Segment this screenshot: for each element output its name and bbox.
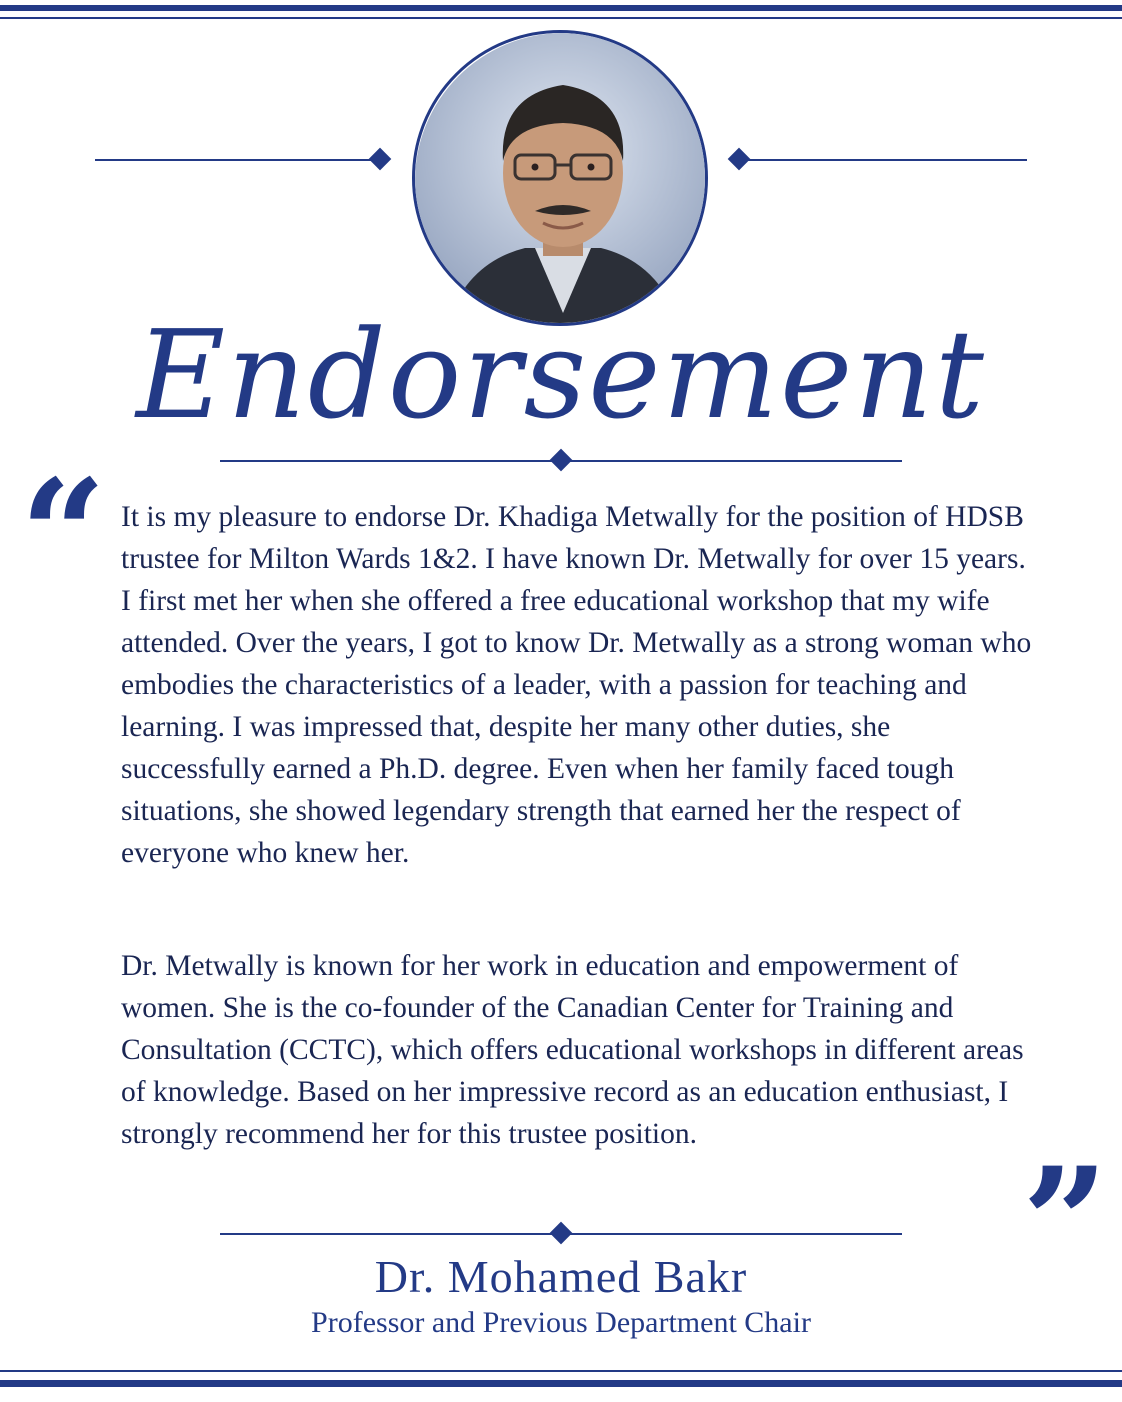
header-rule-left — [95, 159, 380, 161]
close-quote-icon: ” — [1022, 1135, 1109, 1311]
header-diamond-left — [369, 148, 392, 171]
signature-diamond — [550, 1222, 573, 1245]
bottom-border-thin — [0, 1370, 1122, 1372]
top-border-thick — [0, 5, 1122, 11]
header-rule-right — [742, 159, 1027, 161]
endorsement-paragraph-1: It is my pleasure to endorse Dr. Khadiga Metwally for the position of HDSB trustee for Milton Wards 1&2. I have known Dr. Metwally for over 15 years. I first met her when she offered a free educational workshop that my wife attended. Over the years, I got to know Dr. Metwally as a strong woman who embodies the characteristics of a leader, with a passion for teaching and learning. I was impressed that, despite her many other duties, she successfully earned a Ph.D. degree. Even when her family faced tough situations, she showed legendary strength that earned her the respect of everyone who knew her. — [121, 501, 1032, 869]
title-diamond — [550, 449, 573, 472]
endorsement-paragraph-2: Dr. Metwally is known for her work in education and empowerment of women. She is the co-founder of the Canadian Center for Training and Consultation (CCTC), which offers educational workshops in different areas of knowledge. Based on her impressive record as an education enthusiast, I strongly recommend her for this trustee position. — [121, 950, 1024, 1150]
open-quote-icon: “ — [20, 447, 107, 623]
signer-title: Professor and Previous Department Chair — [311, 1306, 811, 1339]
page-title: Endorsement — [136, 304, 986, 446]
bottom-border-thick — [0, 1380, 1122, 1387]
signer-name: Dr. Mohamed Bakr — [374, 1251, 748, 1302]
portrait-photo — [412, 30, 708, 326]
top-border-thin — [0, 17, 1122, 19]
